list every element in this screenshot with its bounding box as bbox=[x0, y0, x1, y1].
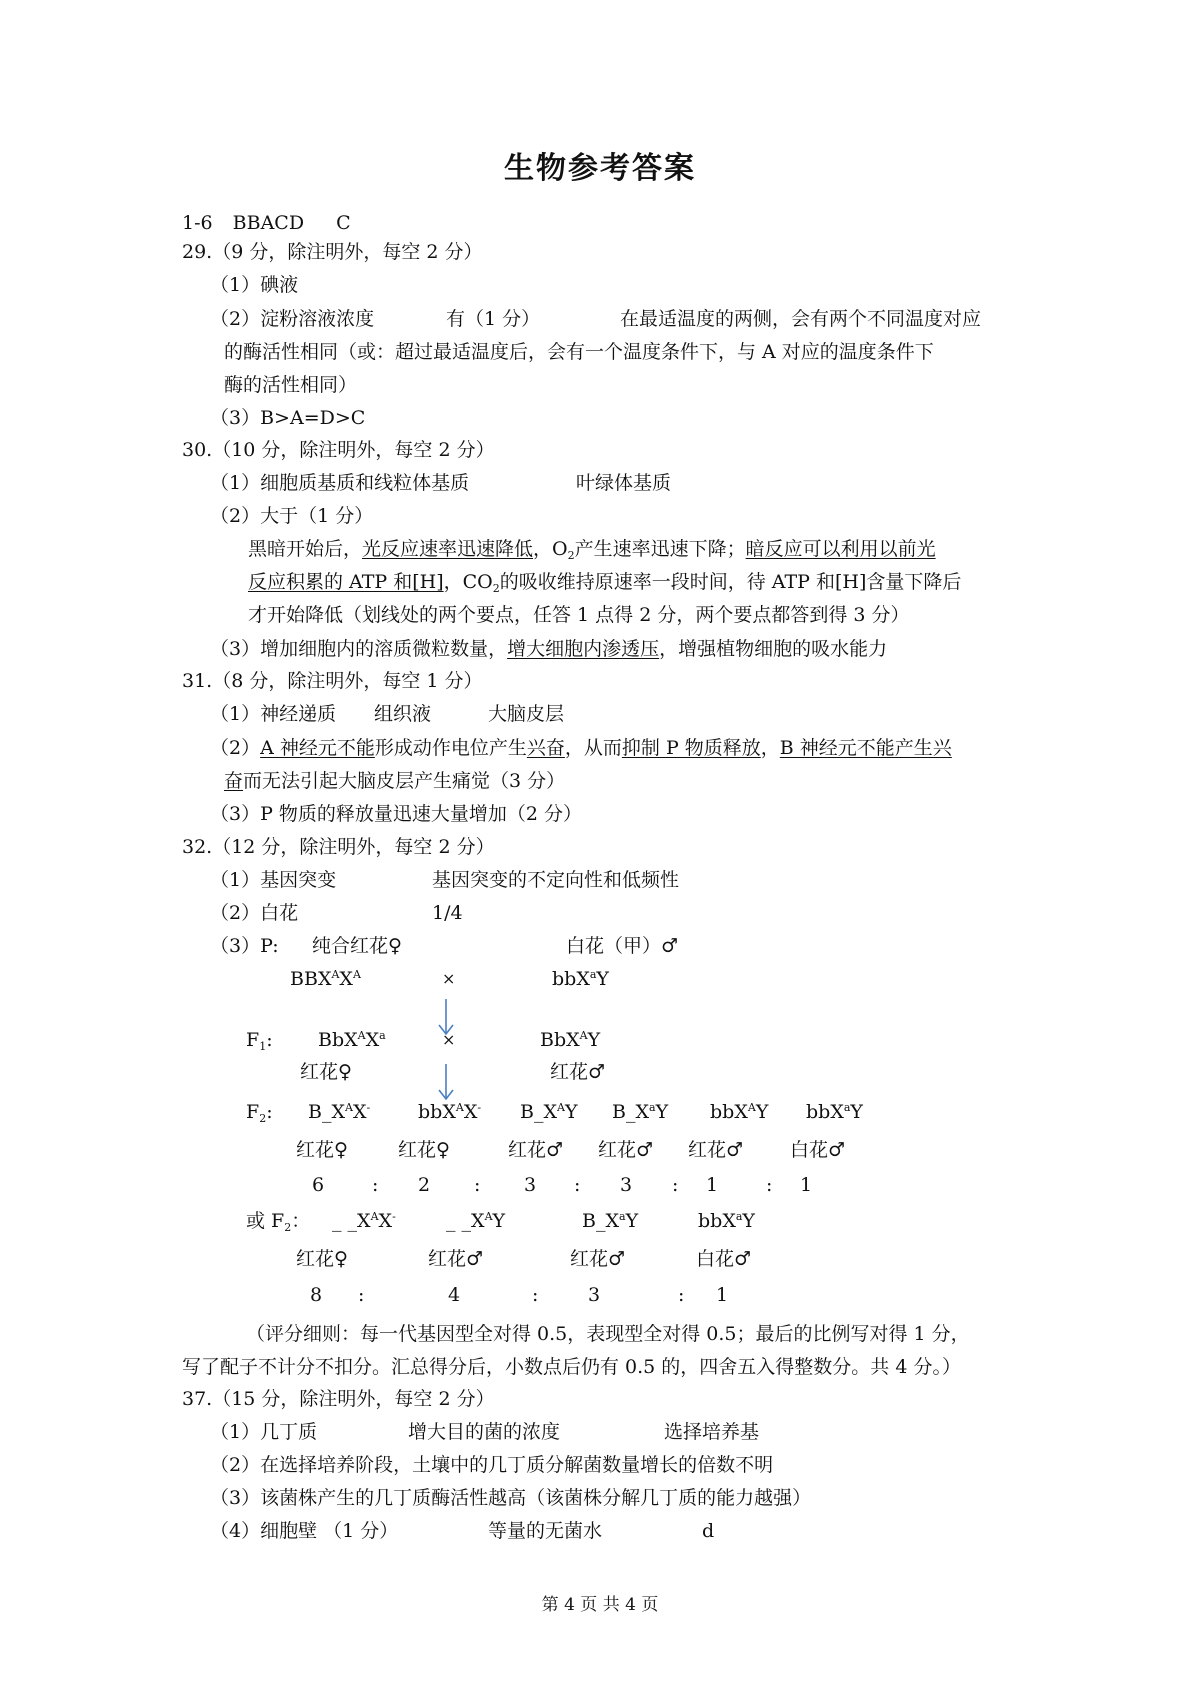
q32-ratio2-value: 8 bbox=[310, 1284, 323, 1306]
q32-or-f2-phenotype: 红花♀ bbox=[296, 1248, 348, 1270]
q37-part1b: 增大目的菌的浓度 bbox=[408, 1421, 561, 1443]
g-text: X bbox=[331, 1101, 345, 1123]
g-text: X bbox=[339, 968, 353, 990]
f-sub: 2 bbox=[284, 1221, 292, 1234]
q32-ratio1-colon: : bbox=[574, 1174, 581, 1196]
g-text: X bbox=[605, 1210, 619, 1232]
q31-part3: （3）P 物质的释放量迅速大量增加（2 分） bbox=[210, 803, 583, 825]
q32-f2-genotype bbox=[806, 1099, 863, 1125]
q32-rule-line2: 写了配子不计分不扣分。汇总得分后，小数点后仍有 0.5 的，四舍五入得整数分。共 4 分。） bbox=[182, 1356, 961, 1378]
g-sup: A bbox=[557, 1101, 565, 1114]
g-text: B bbox=[520, 1101, 534, 1123]
q30-line3: 才开始降低（划线处的两个要点，任答 1 点得 2 分，两个要点都答到得 3 分） bbox=[248, 604, 910, 626]
q37-head: 37.（15 分，除注明外，每空 2 分） bbox=[182, 1388, 495, 1410]
q32-parent-male: 白花（甲）♂ bbox=[566, 935, 679, 957]
g-text: Bb bbox=[318, 1029, 345, 1051]
q32-p-genotype-male bbox=[552, 966, 609, 992]
g-text: _ bbox=[533, 1101, 544, 1123]
q32-f1-phenotype-male: 红花♂ bbox=[550, 1061, 606, 1083]
q30-l2-text: 的吸收维持原速率一段时间，待 ATP 和[H]含量下降后 bbox=[499, 571, 962, 593]
q29-head: 29.（9 分，除注明外，每空 2 分） bbox=[182, 241, 483, 263]
g-text: X bbox=[543, 1101, 557, 1123]
g-text: _ _ bbox=[332, 1210, 358, 1232]
q30-l1-text2: 产生速率迅速下降； bbox=[574, 538, 746, 560]
g-text: X bbox=[722, 1210, 736, 1232]
g-text: X bbox=[471, 1210, 485, 1232]
g-text: Y bbox=[596, 968, 609, 990]
g-sup: A bbox=[370, 1210, 379, 1223]
q32-ratio1-value: 2 bbox=[418, 1174, 431, 1196]
q32-f2-genotype bbox=[418, 1099, 481, 1125]
g-sup: a bbox=[843, 1101, 851, 1114]
q32-f2-phenotype: 红花♂ bbox=[508, 1139, 564, 1161]
g-text: X bbox=[734, 1101, 748, 1123]
g-sup: a bbox=[589, 968, 597, 981]
q30-part1b: 叶绿体基质 bbox=[576, 472, 672, 494]
q32-f2-phenotype: 白花♂ bbox=[790, 1139, 846, 1161]
q32-f2-phenotype: 红花♂ bbox=[598, 1139, 654, 1161]
q37-part1c: 选择培养基 bbox=[664, 1421, 760, 1443]
g-sup: - bbox=[477, 1101, 482, 1114]
g-sup: - bbox=[366, 1101, 371, 1114]
q30-l1-text: 黑暗开始后， bbox=[248, 538, 363, 560]
q32-f2-phenotype: 红花♀ bbox=[398, 1139, 450, 1161]
g-text: bb bbox=[698, 1210, 723, 1232]
q32-f2-label bbox=[246, 1099, 273, 1125]
g-text: X bbox=[378, 1210, 393, 1232]
g-sup: a bbox=[649, 1101, 656, 1114]
f-colon: : bbox=[266, 1101, 273, 1123]
g-text: B bbox=[582, 1210, 596, 1232]
q32-ratio1-value: 1 bbox=[706, 1174, 719, 1196]
q1-6-line bbox=[182, 210, 351, 236]
q32-ratio1-colon: : bbox=[766, 1174, 773, 1196]
q32-ratio1-value: 3 bbox=[524, 1174, 537, 1196]
g-text: X bbox=[463, 1101, 478, 1123]
q31-part1c: 大脑皮层 bbox=[488, 703, 565, 725]
q31-p2-u3: 抑制 P 物质释放 bbox=[621, 737, 761, 759]
q32-ratio2-colon: : bbox=[358, 1284, 365, 1306]
q30-l1-underline2: 暗反应可以利用以前光 bbox=[745, 538, 936, 560]
g-text: X bbox=[442, 1101, 456, 1123]
f-colon: : bbox=[266, 1029, 273, 1051]
q30-l1-sub: 2 bbox=[567, 549, 575, 562]
q32-or-f2-label bbox=[246, 1208, 310, 1234]
q37-part4c: d bbox=[702, 1520, 715, 1542]
q31-part2-cont bbox=[224, 768, 565, 794]
page-title: 生物参考答案 bbox=[504, 151, 696, 186]
q32-ratio1-value: 6 bbox=[312, 1174, 325, 1196]
down-arrow-icon bbox=[436, 1062, 456, 1102]
g-sup: A bbox=[352, 968, 361, 981]
q32-head: 32.（12 分，除注明外，每空 2 分） bbox=[182, 836, 495, 858]
g-sup: A bbox=[579, 1029, 588, 1042]
g-text: B bbox=[612, 1101, 626, 1123]
q30-head: 30.（10 分，除注明外，每空 2 分） bbox=[182, 439, 495, 461]
g-text: Y bbox=[564, 1101, 578, 1123]
g-sup: a bbox=[379, 1029, 386, 1042]
g-text: _ _ bbox=[446, 1210, 472, 1232]
q31-p2-u1: A 神经元不能 bbox=[260, 737, 375, 759]
q32-part2a: （2）白花 bbox=[210, 902, 299, 924]
q37-part1a: （1）几丁质 bbox=[210, 1421, 318, 1443]
q31-p2-t2: ，从而 bbox=[564, 737, 622, 759]
g-sup: - bbox=[392, 1210, 396, 1223]
g-text: X bbox=[317, 968, 332, 990]
q32-part2b: 1/4 bbox=[432, 902, 463, 924]
g-sup: A bbox=[484, 1210, 493, 1223]
q30-part2a: （2）大于（1 分） bbox=[210, 505, 374, 527]
q32-ratio2-value: 4 bbox=[448, 1284, 461, 1306]
q31-p2-u4: B 神经元不能产生兴 bbox=[779, 737, 952, 759]
g-text: X bbox=[352, 1101, 367, 1123]
q31-p2-t4: 而无法引起大脑皮层产生痛觉（3 分） bbox=[243, 770, 566, 792]
q32-f2-genotype bbox=[308, 1099, 370, 1125]
q32-ratio1-colon: : bbox=[372, 1174, 379, 1196]
q29-part2b: 有（1 分） bbox=[446, 308, 541, 330]
f-label: F bbox=[246, 1101, 260, 1123]
g-sup: A bbox=[455, 1101, 464, 1114]
q32-part1b: 基因突变的不定向性和低频性 bbox=[432, 869, 680, 891]
q32-or-f2-phenotype: 白花♂ bbox=[696, 1248, 752, 1270]
q31-p2-u2: 兴奋 bbox=[526, 737, 565, 759]
q32-ratio2-colon: : bbox=[532, 1284, 539, 1306]
q29-part2c: 在最适温度的两侧，会有两个不同温度对应 bbox=[620, 308, 982, 330]
q32-f1-genotype-female bbox=[318, 1027, 386, 1053]
q32-ratio2-colon: : bbox=[678, 1284, 685, 1306]
q32-f2-phenotype: 红花♀ bbox=[296, 1139, 348, 1161]
q32-ratio1-value: 1 bbox=[800, 1174, 813, 1196]
g-text: B bbox=[308, 1101, 322, 1123]
q32-f1-phenotype-female: 红花♀ bbox=[300, 1061, 352, 1083]
q32-ratio2-value: 1 bbox=[716, 1284, 729, 1306]
g-sup: a bbox=[619, 1210, 626, 1223]
q30-p3-text2: ，增强植物细胞的吸水能力 bbox=[659, 638, 888, 660]
q31-p2-t3: ， bbox=[760, 737, 780, 759]
q37-part4b: 等量的无菌水 bbox=[488, 1520, 603, 1542]
q1-6-extra: C bbox=[336, 212, 351, 234]
g-text: Y bbox=[655, 1101, 669, 1123]
q32-parent-female: 纯合红花♀ bbox=[312, 935, 402, 957]
g-text: Y bbox=[492, 1210, 506, 1232]
f-colon: ： bbox=[291, 1210, 311, 1232]
q31-p2-prefix: （2） bbox=[210, 737, 261, 759]
q29-part1: （1）碘液 bbox=[210, 274, 299, 296]
g-text: X bbox=[576, 968, 590, 990]
g-text: X bbox=[635, 1101, 649, 1123]
q32-cross-sign: × bbox=[442, 969, 456, 988]
q32-f2-genotype bbox=[612, 1099, 668, 1125]
g-sup: A bbox=[357, 1029, 366, 1042]
q32-or-f2-phenotype: 红花♂ bbox=[428, 1248, 484, 1270]
g-sup: a bbox=[735, 1210, 743, 1223]
q32-cross-sign-f1: × bbox=[442, 1030, 456, 1049]
q31-part1a: （1）神经递质 bbox=[210, 703, 337, 725]
q30-part1a: （1）细胞质基质和线粒体基质 bbox=[210, 472, 470, 494]
q32-f1-genotype-male bbox=[540, 1027, 600, 1053]
g-text: _ bbox=[625, 1101, 636, 1123]
q32-f2-phenotype: 红花♂ bbox=[688, 1139, 744, 1161]
g-text: bb bbox=[552, 968, 577, 990]
q37-part3: （3）该菌株产生的几丁质酶活性越高（该菌株分解几丁质的能力越强） bbox=[210, 1487, 812, 1509]
f-label: 或 F bbox=[246, 1210, 285, 1232]
page-footer: 第 4 页 共 4 页 bbox=[541, 1595, 659, 1615]
g-text: Y bbox=[742, 1210, 755, 1232]
q31-part1b: 组织液 bbox=[374, 703, 432, 725]
q32-or-f2-genotype bbox=[698, 1208, 755, 1234]
q32-ratio1-colon: : bbox=[672, 1174, 679, 1196]
f-label: F bbox=[246, 1029, 260, 1051]
q32-ratio2-value: 3 bbox=[588, 1284, 601, 1306]
q30-p3-underline: 增大细胞内渗透压 bbox=[507, 638, 660, 660]
g-sup: A bbox=[747, 1101, 756, 1114]
g-text: Y bbox=[850, 1101, 863, 1123]
q32-or-f2-genotype bbox=[332, 1208, 396, 1234]
q32-or-f2-genotype bbox=[446, 1208, 505, 1234]
q30-line1 bbox=[248, 536, 936, 562]
q32-rule-line1: （评分细则：每一代基因型全对得 0.5，表现型全对得 0.5；最后的比例写对得 1 分， bbox=[246, 1323, 970, 1345]
g-text: Y bbox=[587, 1029, 601, 1051]
q29-part2a: （2）淀粉溶液浓度 bbox=[210, 308, 375, 330]
q30-l1-o: ，O bbox=[533, 538, 568, 560]
g-sup: A bbox=[345, 1101, 353, 1114]
g-sup: A bbox=[331, 968, 340, 981]
q29-part3: （3）B>A=D>C bbox=[210, 407, 366, 429]
q31-head: 31.（8 分，除注明外，每空 1 分） bbox=[182, 670, 483, 692]
q30-part3 bbox=[210, 636, 887, 662]
q1-6-label: 1-6 bbox=[182, 212, 213, 234]
g-text: X bbox=[566, 1029, 580, 1051]
q32-part3-label: （3）P: bbox=[210, 935, 279, 957]
q32-f2-genotype bbox=[710, 1099, 768, 1125]
q30-l2-sub: 2 bbox=[492, 582, 500, 595]
q30-line2 bbox=[248, 569, 961, 595]
g-text: X bbox=[830, 1101, 844, 1123]
f-sub: 2 bbox=[259, 1112, 267, 1125]
q32-or-f2-genotype bbox=[582, 1208, 638, 1234]
g-text: X bbox=[344, 1029, 358, 1051]
q32-ratio1-colon: : bbox=[474, 1174, 481, 1196]
q37-part2: （2）在选择培养阶段，土壤中的几丁质分解菌数量增长的倍数不明 bbox=[210, 1454, 774, 1476]
g-text: _ bbox=[321, 1101, 332, 1123]
q32-ratio1-value: 3 bbox=[620, 1174, 633, 1196]
q37-part4a: （4）细胞壁 （1 分） bbox=[210, 1520, 399, 1542]
q30-l1-underline1: 光反应速率迅速降低 bbox=[362, 538, 534, 560]
f-sub: 1 bbox=[259, 1040, 267, 1053]
q31-part2 bbox=[210, 735, 952, 761]
g-text: Y bbox=[755, 1101, 769, 1123]
g-text: bb bbox=[418, 1101, 443, 1123]
q31-p2-u5: 奋 bbox=[224, 770, 244, 792]
q30-l2-co: ，CO bbox=[443, 571, 493, 593]
q32-part1a: （1）基因突变 bbox=[210, 869, 337, 891]
q32-p-genotype-female bbox=[290, 966, 361, 992]
g-text: X bbox=[365, 1029, 380, 1051]
q32-f2-genotype bbox=[520, 1099, 578, 1125]
g-text: X bbox=[357, 1210, 371, 1232]
g-text: _ bbox=[595, 1210, 606, 1232]
g-text: Bb bbox=[540, 1029, 567, 1051]
q29-part2e: 酶的活性相同） bbox=[224, 374, 358, 396]
q30-l2-underline: 反应积累的 ATP 和[H] bbox=[248, 571, 444, 593]
q32-or-f2-phenotype: 红花♂ bbox=[570, 1248, 626, 1270]
q1-6-answers: BBACD bbox=[232, 212, 305, 234]
q30-p3-text1: （3）增加细胞内的溶质微粒数量， bbox=[210, 638, 508, 660]
q31-p2-t1: 形成动作电位产生 bbox=[374, 737, 527, 759]
g-text: BB bbox=[290, 968, 318, 990]
g-text: Y bbox=[625, 1210, 639, 1232]
q29-part2d: 的酶活性相同（或：超过最适温度后，会有一个温度条件下，与 A 对应的温度条件下 bbox=[224, 341, 934, 363]
g-text: bb bbox=[806, 1101, 831, 1123]
q32-f1-label bbox=[246, 1027, 273, 1053]
g-text: bb bbox=[710, 1101, 735, 1123]
